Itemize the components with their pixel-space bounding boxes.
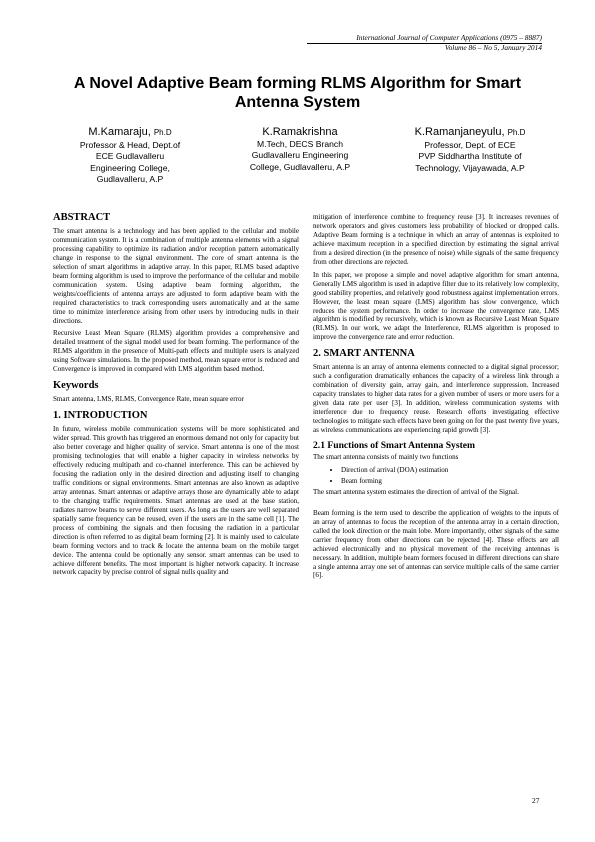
left-column — [53, 212, 299, 581]
author-name: M.Kamaraju, — [88, 126, 151, 138]
keywords-heading: Keywords — [53, 380, 99, 392]
functions-paragraph: The smart antenna system estimates the direction of arrival of the Signal. — [313, 487, 519, 496]
smart-antenna-heading: 2. SMART ANTENNA — [313, 348, 415, 360]
author-affiliation-line: PVP Siddhartha Institute of — [418, 151, 522, 162]
author-affiliation-line: Gudlavalleru, A.P — [96, 174, 164, 185]
introduction-paragraph: In future, wireless mobile communication systems will be more sophisticated and wider spread. This growth has triggered an enormous demand not only for capacity but also better coverage and higher quality of service. Smart antenna is one of the most promising technologies that will enable a higher capacity in wireless networks by effectively reducing multipath and co-channel interference. This can be achieved by focusing the radiation only in the desired direction and adjusting itself to changing traffic conditions or signal environments. Smart antennas are also known as adaptive array antennas. Smart antennas or adaptive arrays those are dynamically able to adapt to the changing traffic requirements. Smart antennas are used at the base station, radiates narrow beams to serve different users. As long as the users are well separated spatially same frequency can be reused, even if the users are in the same cell [1]. The process of combining the signals and then focusing the radiation in a particular direction is often referred to as digital beam forming [2]. It is mainly used to calculate beam forming vectors and to track & locate the antenna beam on the mobile target device. The antenna could be optionally any sensor. smart antennas can be used to achieve different benefits. The most important is higher network capacity. It increase network capacity by precise control of signal nulls quality and — [53, 425, 299, 577]
paper-title: A Novel Adaptive Beam forming RLMS Algorithm for Smart Antenna System — [73, 75, 522, 111]
author-affiliation-line: Professor, Dept. of ECE — [424, 140, 516, 150]
introduction-paragraph: In this paper, we propose a simple and novel adaptive algorithm for smart antenna, Generally LMS algorithm is used in adaptive filter due to its relatively low complexity, good stability properties, and relatively good robustness against implementation errors. However, the least mean square (LMS) algorithm has slow convergence, which reduces the system performance. In order to increase the convergence rate, LMS algorithm is modified by recursively, which is known as Recursive Least Mean Square (RLMS). In our work, we adapt the Interference, RLMS algorithm is proposed to improve the convergence rate and error reduction. — [313, 270, 559, 342]
smart-antenna-paragraph: Smart antenna is an array of antenna elements connected to a digital signal processor; such a configuration dramatically enhances the capacity of a wireless link through a combination of diversity gain, array gain, and interference suppression. Increased capacity translates to higher data rates for a given number of users or more users for a given data rate per user [3]. In addition, wireless communication systems with interference due to frequency reuse. Research efforts investigating effective technologies to mitigate such effects have been going on for the past twenty five years, as wireless communications are experiencing rapid growth [3]. — [313, 363, 559, 435]
journal-name: International Journal of Computer Applications (0975 – 8887) — [356, 33, 542, 42]
author-degree: Ph.D — [153, 128, 172, 137]
right-column — [313, 213, 559, 584]
author-affiliation-line: ECE Gudlavalleru — [95, 151, 165, 162]
introduction-paragraph: mitigation of interference combine to frequency reuse [3]. It increases revenues of network operators and gives customers less probability of blocked or dropped calls. Adaptive Beam forming is a technique in which an array of antennas is exploited to achieve maximum reception in a specified direction by estimating the signal arrival from a desired direction (in the presence of noise) while signals of the same frequency from other directions are rejected. — [313, 213, 559, 266]
author-name: K.Ramanjaneyulu, — [414, 126, 505, 138]
abstract-paragraph: The smart antenna is a technology and has been applied to the cellular and mobile communication system. It is a combination of multiple antenna elements with a signal processing capability to optimize its radiation and/or reception pattern automatically change in response to the signal environment. The core of smart antenna is the selection of smart algorithms in adaptive array. In this paper, RLMS based adaptive beam forming algorithm is used to improve the performance of the cellular and mobile communication system. Using adaptive beam forming algorithm, the weights/coefficients of antenna arrays are adjusted to form adaptive beam with the required characteristics to track corresponding users automatically and at the same time to minimize interference arising from other users by introducing nulls in their directions. — [53, 227, 299, 325]
author-affiliation-line: Engineering College, — [90, 162, 170, 173]
author-affiliation-line: Gudlavalleru Engineering — [251, 150, 349, 161]
abstract-heading: ABSTRACT — [53, 212, 111, 223]
author-degree: Ph.D — [507, 128, 526, 137]
journal-volume: Volume 86 – No 5, January 2014 — [444, 43, 542, 52]
author-2 — [220, 125, 380, 173]
introduction-heading: 1. INTRODUCTION — [53, 410, 148, 422]
author-3 — [390, 125, 550, 174]
functions-paragraph: Beam forming is the term used to describe the application of weights to the inputs of an array of antennas to focus the reception of the antenna array in a certain direction, called the look direction or the main lobe. More importantly, other signals of the same carrier frequency from other directions can be rejected [4]. These effects are all achieved electronically and no physical movement of the receiving antennas is necessary. In addition, multiple beam formers focused in different directions can share a single antenna array one set of antennas can service multiple calls of the same carrier [6]. — [313, 508, 559, 580]
author-affiliation-line: M.Tech, DECS Branch — [257, 139, 343, 149]
author-name: K.Ramakrishna — [262, 126, 338, 138]
list-item: • Beam forming — [341, 477, 559, 486]
author-affiliation-line: College, Gudlavalleru, A.P — [249, 161, 351, 172]
author-affiliation-line: Technology, Vijayawada, A.P — [415, 162, 525, 173]
functions-list — [313, 466, 559, 486]
journal-header — [356, 33, 542, 53]
abstract-paragraph: Recursive Least Mean Square (RLMS) algorithm provides a comprehensive and detailed treatment of the signal model used for beam forming. The performance of the RLMS algorithm in the presence of Multi-path effects and multiple users is analyzed using Software simulations. In the proposed method, mean square error is reduced and Convergence is improved in compared with LMS algorithm based method. — [53, 329, 299, 374]
functions-heading: 2.1 Functions of Smart Antenna System — [313, 439, 476, 451]
author-affiliation-line: Professor & Head, Dept.of — [79, 140, 181, 150]
list-item: • Direction of arrival (DOA) estimation — [341, 466, 559, 475]
keywords-text: Smart antenna, LMS, RLMS, Convergence Rate, mean square error — [53, 395, 244, 404]
header-rule — [307, 43, 542, 44]
functions-intro: The smart antenna consists of mainly two functions — [313, 452, 459, 461]
page-number: 27 — [532, 796, 540, 805]
author-1 — [50, 125, 210, 186]
